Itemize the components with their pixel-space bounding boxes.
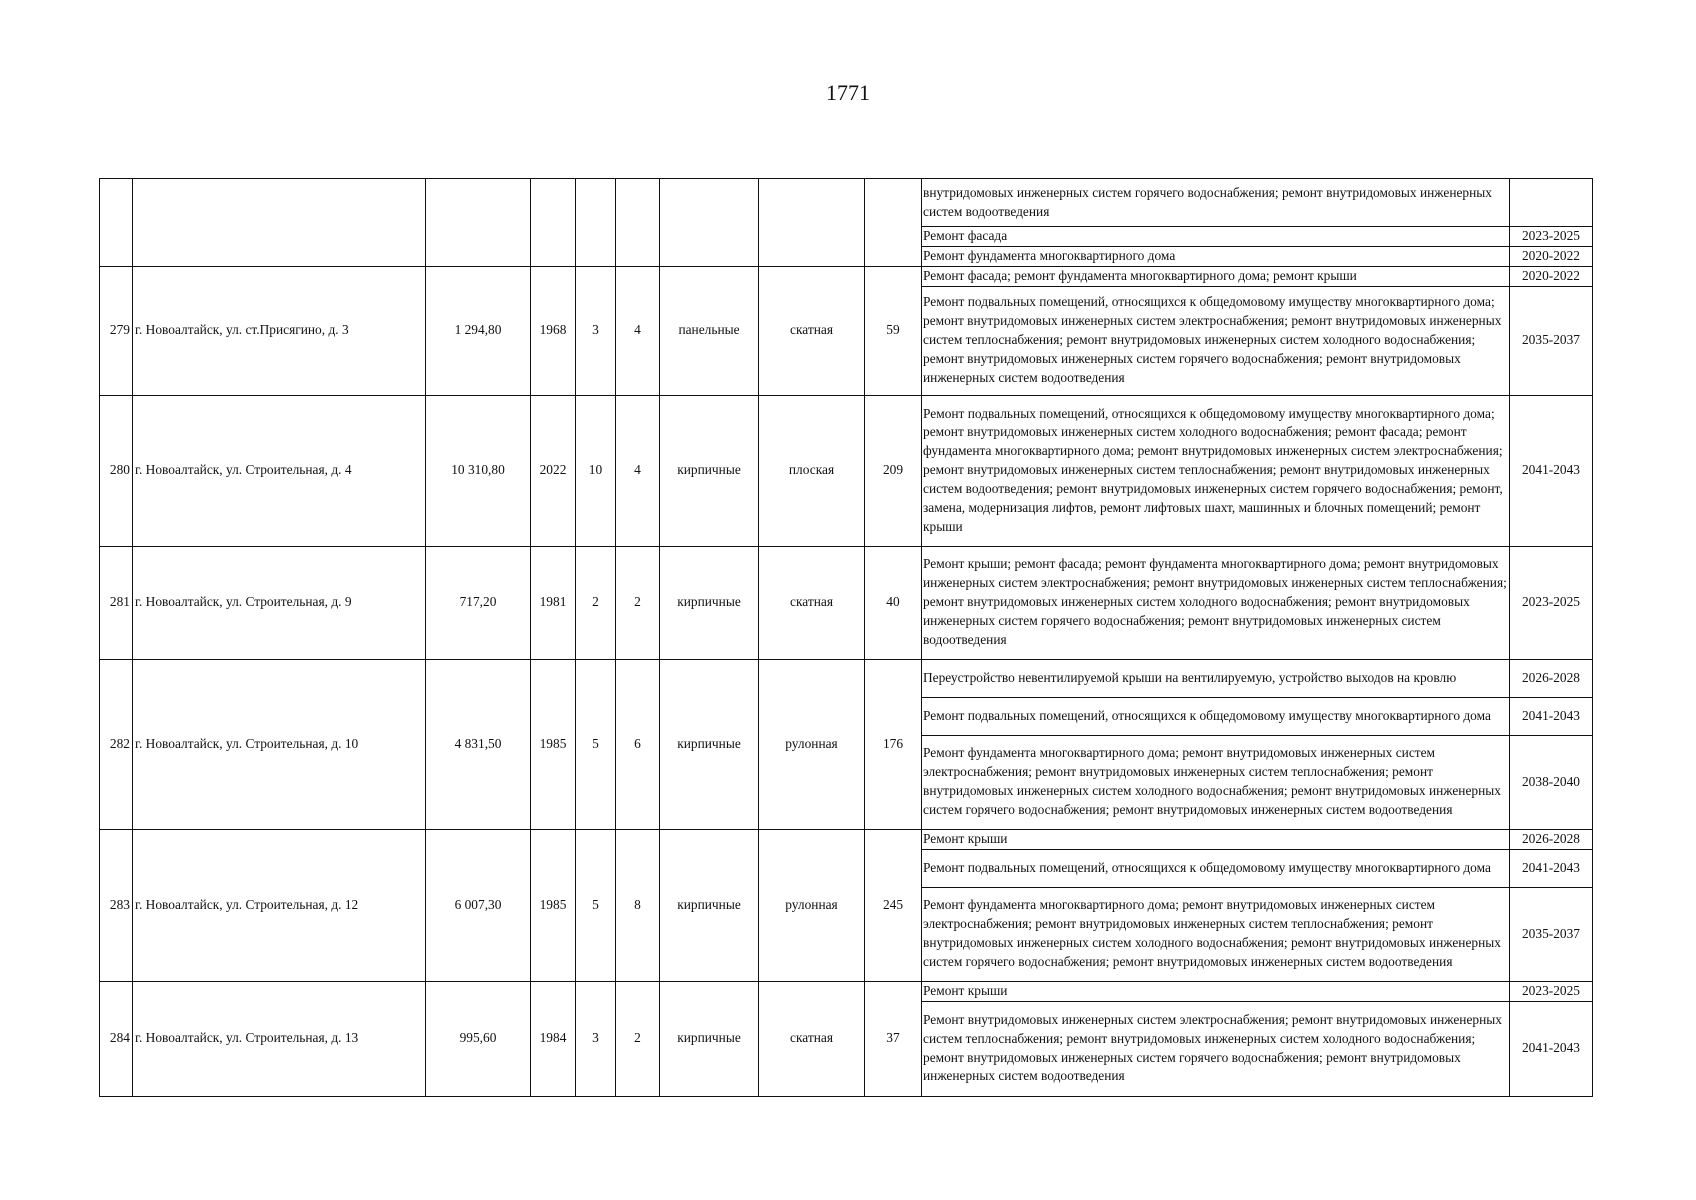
cell-roof: рулонная bbox=[759, 659, 865, 829]
table-row bbox=[100, 546, 1593, 659]
cell-period: 2026-2028 bbox=[1510, 659, 1593, 697]
cell-entrances: 8 bbox=[616, 829, 660, 981]
cell-area: 4 831,50 bbox=[426, 659, 531, 829]
cell-work: Ремонт фундамента многоквартирного дома; ремонт внутридомовых инженерных систем электроснабжения; ремонт внутридомовых инженерных систем теплоснабжения; ремонт внутридомовых инженерных систем холодного водоснабжения; ремонт внутридомовых инженерных систем горячего водоснабжения; ремонт внутридомовых инженерных систем водоотведения bbox=[922, 887, 1510, 981]
cell-work: Ремонт крыши bbox=[922, 829, 1510, 849]
cell-period: 2041-2043 bbox=[1510, 1001, 1593, 1096]
cell-work: Ремонт подвальных помещений, относящихся к общедомовому имуществу многоквартирного дома; ремонт внутридомовых инженерных систем электроснабжения; ремонт внутридомовых инженерных систем теплоснабжения; ремонт внутридомовых инженерных систем холодного водоснабжения; ремонт внутридомовых инженерных систем горячего водоснабжения; ремонт внутридомовых инженерных систем водоотведения bbox=[922, 286, 1510, 395]
cell-address: г. Новоалтайск, ул. Строительная, д. 12 bbox=[133, 829, 426, 981]
cell-num: 282 bbox=[100, 659, 133, 829]
cell-area bbox=[426, 179, 531, 267]
cell-walls: кирпичные bbox=[660, 829, 759, 981]
cell-entrances: 4 bbox=[616, 395, 660, 546]
cell-entrances: 6 bbox=[616, 659, 660, 829]
cell-year: 1981 bbox=[531, 546, 576, 659]
cell-walls: кирпичные bbox=[660, 981, 759, 1096]
cell-work: Ремонт фасада bbox=[922, 227, 1510, 247]
cell-residents: 176 bbox=[865, 659, 922, 829]
cell-period: 2020-2022 bbox=[1510, 246, 1593, 266]
cell-residents: 40 bbox=[865, 546, 922, 659]
cell-period: 2035-2037 bbox=[1510, 887, 1593, 981]
cell-work: Ремонт подвальных помещений, относящихся к общедомовому имуществу многоквартирного дома bbox=[922, 849, 1510, 887]
cell-residents: 245 bbox=[865, 829, 922, 981]
cell-year: 1985 bbox=[531, 659, 576, 829]
cell-area: 10 310,80 bbox=[426, 395, 531, 546]
cell-num bbox=[100, 179, 133, 267]
table-row bbox=[100, 266, 1593, 286]
cell-floors: 3 bbox=[576, 981, 616, 1096]
cell-floors: 2 bbox=[576, 546, 616, 659]
cell-period: 2023-2025 bbox=[1510, 227, 1593, 247]
cell-walls: панельные bbox=[660, 266, 759, 395]
cell-walls: кирпичные bbox=[660, 546, 759, 659]
cell-walls: кирпичные bbox=[660, 395, 759, 546]
cell-roof: скатная bbox=[759, 546, 865, 659]
table-row bbox=[100, 395, 1593, 546]
cell-num: 280 bbox=[100, 395, 133, 546]
cell-work: Ремонт фасада; ремонт фундамента многоквартирного дома; ремонт крыши bbox=[922, 266, 1510, 286]
table-row bbox=[100, 981, 1593, 1001]
cell-work: Ремонт внутридомовых инженерных систем электроснабжения; ремонт внутридомовых инженерных систем теплоснабжения; ремонт внутридомовых инженерных систем холодного водоснабжения; ремонт внутридомовых инженерных систем горячего водоснабжения; ремонт внутридомовых инженерных систем водоотведения bbox=[922, 1001, 1510, 1096]
cell-period: 2023-2025 bbox=[1510, 981, 1593, 1001]
cell-period: 2026-2028 bbox=[1510, 829, 1593, 849]
cell-roof bbox=[759, 179, 865, 267]
cell-year: 2022 bbox=[531, 395, 576, 546]
cell-year: 1984 bbox=[531, 981, 576, 1096]
cell-period: 2038-2040 bbox=[1510, 735, 1593, 829]
cell-walls: кирпичные bbox=[660, 659, 759, 829]
cell-period: 2041-2043 bbox=[1510, 849, 1593, 887]
cell-area: 1 294,80 bbox=[426, 266, 531, 395]
cell-work: внутридомовых инженерных систем горячего водоснабжения; ремонт внутридомовых инженерных систем водоотведения bbox=[922, 179, 1510, 227]
cell-entrances: 2 bbox=[616, 981, 660, 1096]
cell-address: г. Новоалтайск, ул. Строительная, д. 10 bbox=[133, 659, 426, 829]
cell-period: 2041-2043 bbox=[1510, 697, 1593, 735]
cell-floors: 10 bbox=[576, 395, 616, 546]
cell-floors: 5 bbox=[576, 829, 616, 981]
cell-work: Переустройство невентилируемой крыши на вентилируемую, устройство выходов на кровлю bbox=[922, 659, 1510, 697]
table-row bbox=[100, 659, 1593, 697]
cell-entrances bbox=[616, 179, 660, 267]
cell-entrances: 4 bbox=[616, 266, 660, 395]
cell-roof: рулонная bbox=[759, 829, 865, 981]
housing-register-table bbox=[99, 178, 1593, 1097]
cell-roof: скатная bbox=[759, 981, 865, 1096]
cell-address bbox=[133, 179, 426, 267]
cell-address: г. Новоалтайск, ул. ст.Присягино, д. 3 bbox=[133, 266, 426, 395]
cell-residents: 209 bbox=[865, 395, 922, 546]
cell-address: г. Новоалтайск, ул. Строительная, д. 9 bbox=[133, 546, 426, 659]
cell-num: 284 bbox=[100, 981, 133, 1096]
cell-area: 6 007,30 bbox=[426, 829, 531, 981]
cell-work: Ремонт подвальных помещений, относящихся к общедомовому имуществу многоквартирного дома; ремонт внутридомовых инженерных систем холодного водоснабжения; ремонт фасада; ремонт фундамента многоквартирного дома; ремонт внутридомовых инженерных систем электроснабжения; ремонт внутридомовых инженерных систем теплоснабжения; ремонт внутридомовых инженерных систем водоотведения; ремонт внутридомовых инженерных систем горячего водоснабжения; ремонт, замена, модернизация лифтов, ремонт лифтовых шахт, машинных и блочных помещений; ремонт крыши bbox=[922, 395, 1510, 546]
cell-work: Ремонт подвальных помещений, относящихся к общедомовому имуществу многоквартирного дома bbox=[922, 697, 1510, 735]
cell-work: Ремонт крыши bbox=[922, 981, 1510, 1001]
cell-area: 717,20 bbox=[426, 546, 531, 659]
page-number: 1771 bbox=[826, 80, 870, 105]
cell-period bbox=[1510, 179, 1593, 227]
table-row bbox=[100, 829, 1593, 849]
table-row bbox=[100, 179, 1593, 227]
cell-roof: скатная bbox=[759, 266, 865, 395]
cell-floors: 5 bbox=[576, 659, 616, 829]
cell-work: Ремонт крыши; ремонт фасада; ремонт фундамента многоквартирного дома; ремонт внутридомовых инженерных систем электроснабжения; ремонт внутридомовых инженерных систем теплоснабжения; ремонт внутридомовых инженерных систем холодного водоснабжения; ремонт внутридомовых инженерных систем горячего водоснабжения; ремонт внутридомовых инженерных систем водоотведения bbox=[922, 546, 1510, 659]
cell-period: 2035-2037 bbox=[1510, 286, 1593, 395]
cell-floors bbox=[576, 179, 616, 267]
cell-residents: 59 bbox=[865, 266, 922, 395]
cell-residents bbox=[865, 179, 922, 267]
cell-year bbox=[531, 179, 576, 267]
cell-walls bbox=[660, 179, 759, 267]
cell-roof: плоская bbox=[759, 395, 865, 546]
cell-period: 2023-2025 bbox=[1510, 546, 1593, 659]
cell-period: 2041-2043 bbox=[1510, 395, 1593, 546]
cell-floors: 3 bbox=[576, 266, 616, 395]
cell-entrances: 2 bbox=[616, 546, 660, 659]
cell-year: 1985 bbox=[531, 829, 576, 981]
cell-num: 281 bbox=[100, 546, 133, 659]
cell-area: 995,60 bbox=[426, 981, 531, 1096]
cell-period: 2020-2022 bbox=[1510, 266, 1593, 286]
cell-year: 1968 bbox=[531, 266, 576, 395]
cell-work: Ремонт фундамента многоквартирного дома; ремонт внутридомовых инженерных систем электроснабжения; ремонт внутридомовых инженерных систем теплоснабжения; ремонт внутридомовых инженерных систем холодного водоснабжения; ремонт внутридомовых инженерных систем горячего водоснабжения; ремонт внутридомовых инженерных систем водоотведения bbox=[922, 735, 1510, 829]
cell-num: 279 bbox=[100, 266, 133, 395]
cell-num: 283 bbox=[100, 829, 133, 981]
cell-residents: 37 bbox=[865, 981, 922, 1096]
cell-address: г. Новоалтайск, ул. Строительная, д. 13 bbox=[133, 981, 426, 1096]
cell-address: г. Новоалтайск, ул. Строительная, д. 4 bbox=[133, 395, 426, 546]
cell-work: Ремонт фундамента многоквартирного дома bbox=[922, 246, 1510, 266]
